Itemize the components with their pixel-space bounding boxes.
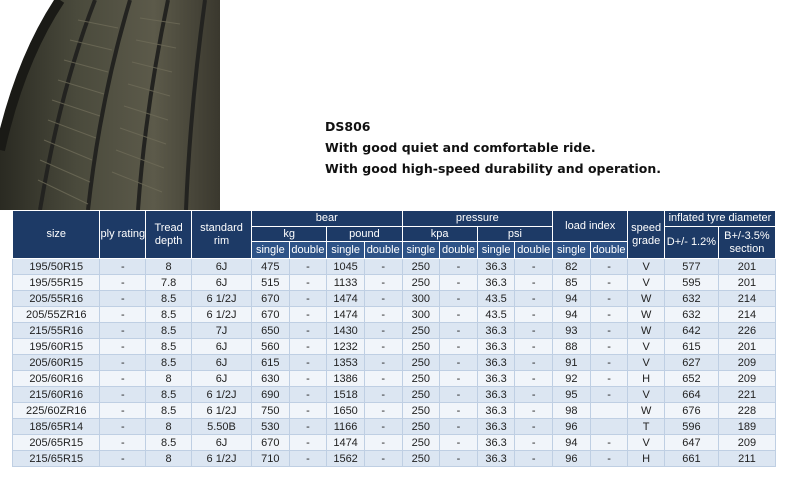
cell-psi-double: - (515, 387, 553, 403)
cell-psi-double: - (515, 355, 553, 371)
cell-kg-single: 690 (252, 387, 290, 403)
cell-speed-grade: H (628, 451, 665, 467)
cell-ply-rating: - (100, 435, 146, 451)
cell-section-width: 226 (718, 323, 775, 339)
cell-pound-single: 1474 (327, 435, 365, 451)
cell-pound-single: 1518 (327, 387, 365, 403)
header-single: single (402, 242, 440, 259)
cell-load-index-double: - (590, 291, 628, 307)
cell-section-width: 214 (718, 291, 775, 307)
cell-speed-grade: V (628, 339, 665, 355)
cell-tread-depth: 8 (146, 259, 192, 275)
cell-psi-double: - (515, 403, 553, 419)
table-row (13, 339, 776, 355)
cell-section-width: 209 (718, 371, 775, 387)
cell-load-index-double: - (590, 275, 628, 291)
cell-load-index-single: 98 (553, 403, 591, 419)
cell-ply-rating: - (100, 451, 146, 467)
cell-speed-grade: W (628, 403, 665, 419)
cell-psi-double: - (515, 275, 553, 291)
cell-kg-single: 710 (252, 451, 290, 467)
cell-kpa-double: - (440, 339, 478, 355)
cell-pound-single: 1045 (327, 259, 365, 275)
cell-diameter: 632 (664, 291, 718, 307)
cell-ply-rating: - (100, 355, 146, 371)
cell-pound-double: - (364, 291, 402, 307)
tyre-spec-table (12, 210, 776, 467)
cell-load-index-double: - (590, 435, 628, 451)
header-double: double (590, 242, 628, 259)
cell-load-index-single: 95 (553, 387, 591, 403)
cell-standard-rim: 6J (192, 371, 252, 387)
header-tread-depth: Tread depth (146, 211, 192, 259)
cell-psi-double: - (515, 291, 553, 307)
cell-kg-double: - (289, 323, 327, 339)
cell-kpa-single: 300 (402, 307, 440, 323)
header-double: double (440, 242, 478, 259)
header-double: double (515, 242, 553, 259)
cell-pound-single: 1353 (327, 355, 365, 371)
cell-load-index-double (590, 403, 628, 419)
header-single: single (477, 242, 515, 259)
cell-kpa-single: 250 (402, 323, 440, 339)
cell-pound-single: 1232 (327, 339, 365, 355)
cell-size: 195/50R15 (13, 259, 100, 275)
table-row (13, 355, 776, 371)
cell-diameter: 642 (664, 323, 718, 339)
table-row (13, 403, 776, 419)
cell-size: 185/65R14 (13, 419, 100, 435)
header-pound: pound (327, 227, 402, 242)
cell-section-width: 201 (718, 275, 775, 291)
cell-section-width: 201 (718, 339, 775, 355)
cell-psi-single: 36.3 (477, 387, 515, 403)
header-single: single (252, 242, 290, 259)
cell-load-index-single: 92 (553, 371, 591, 387)
table-row (13, 275, 776, 291)
cell-pound-double: - (364, 307, 402, 323)
cell-kpa-single: 250 (402, 259, 440, 275)
header-d-tolerance: D+/- 1.2% (664, 227, 718, 259)
header-kpa: kpa (402, 227, 477, 242)
cell-speed-grade: V (628, 355, 665, 371)
cell-kg-single: 750 (252, 403, 290, 419)
cell-psi-double: - (515, 451, 553, 467)
cell-load-index-double (590, 419, 628, 435)
cell-kpa-single: 250 (402, 419, 440, 435)
cell-pound-single: 1166 (327, 419, 365, 435)
header-single: single (327, 242, 365, 259)
cell-load-index-double: - (590, 451, 628, 467)
cell-psi-double: - (515, 435, 553, 451)
cell-standard-rim: 6J (192, 259, 252, 275)
table-row (13, 259, 776, 275)
feature-line: With good quiet and comfortable ride. (325, 140, 596, 155)
header-pressure: pressure (402, 211, 553, 227)
cell-kg-double: - (289, 339, 327, 355)
cell-tread-depth: 8.5 (146, 323, 192, 339)
cell-speed-grade: V (628, 435, 665, 451)
cell-kg-double: - (289, 435, 327, 451)
cell-diameter: 647 (664, 435, 718, 451)
cell-diameter: 595 (664, 275, 718, 291)
cell-kg-double: - (289, 307, 327, 323)
cell-kpa-double: - (440, 451, 478, 467)
cell-kg-double: - (289, 291, 327, 307)
cell-ply-rating: - (100, 259, 146, 275)
cell-kpa-single: 250 (402, 371, 440, 387)
cell-kg-single: 530 (252, 419, 290, 435)
cell-psi-single: 36.3 (477, 403, 515, 419)
cell-speed-grade: T (628, 419, 665, 435)
cell-kpa-double: - (440, 403, 478, 419)
cell-section-width: 228 (718, 403, 775, 419)
table-row (13, 435, 776, 451)
cell-load-index-single: 94 (553, 291, 591, 307)
cell-pound-single: 1650 (327, 403, 365, 419)
cell-load-index-single: 82 (553, 259, 591, 275)
cell-standard-rim: 5.50B (192, 419, 252, 435)
cell-pound-double: - (364, 403, 402, 419)
cell-ply-rating: - (100, 419, 146, 435)
cell-diameter: 627 (664, 355, 718, 371)
cell-kpa-single: 250 (402, 435, 440, 451)
cell-psi-single: 36.3 (477, 355, 515, 371)
cell-pound-single: 1386 (327, 371, 365, 387)
cell-kg-double: - (289, 371, 327, 387)
table-body (13, 259, 776, 467)
table-row (13, 291, 776, 307)
cell-size: 225/60ZR16 (13, 403, 100, 419)
cell-kg-single: 615 (252, 355, 290, 371)
cell-tread-depth: 8.5 (146, 387, 192, 403)
cell-speed-grade: H (628, 371, 665, 387)
cell-ply-rating: - (100, 307, 146, 323)
cell-psi-single: 43.5 (477, 307, 515, 323)
cell-pound-double: - (364, 371, 402, 387)
cell-kg-single: 515 (252, 275, 290, 291)
model-name: DS806 (325, 119, 371, 134)
cell-kg-single: 630 (252, 371, 290, 387)
cell-tread-depth: 8 (146, 371, 192, 387)
cell-size: 215/60R16 (13, 387, 100, 403)
cell-ply-rating: - (100, 371, 146, 387)
table-row (13, 307, 776, 323)
cell-kg-double: - (289, 451, 327, 467)
cell-pound-single: 1430 (327, 323, 365, 339)
cell-load-index-single: 94 (553, 307, 591, 323)
cell-kpa-double: - (440, 323, 478, 339)
cell-speed-grade: V (628, 275, 665, 291)
table-row (13, 451, 776, 467)
product-description (325, 116, 661, 179)
cell-ply-rating: - (100, 275, 146, 291)
cell-standard-rim: 6 1/2J (192, 307, 252, 323)
cell-psi-single: 43.5 (477, 291, 515, 307)
cell-pound-double: - (364, 275, 402, 291)
cell-pound-single: 1474 (327, 291, 365, 307)
cell-tread-depth: 8.5 (146, 403, 192, 419)
cell-ply-rating: - (100, 339, 146, 355)
feature-line: With good high-speed durability and operation. (325, 161, 662, 176)
cell-tread-depth: 8 (146, 419, 192, 435)
cell-pound-double: - (364, 387, 402, 403)
table-row (13, 387, 776, 403)
cell-kpa-single: 300 (402, 291, 440, 307)
cell-section-width: 221 (718, 387, 775, 403)
cell-kg-double: - (289, 259, 327, 275)
cell-kpa-single: 250 (402, 275, 440, 291)
cell-load-index-single: 91 (553, 355, 591, 371)
cell-size: 205/60R16 (13, 371, 100, 387)
cell-kpa-double: - (440, 307, 478, 323)
cell-kpa-single: 250 (402, 339, 440, 355)
cell-psi-single: 36.3 (477, 451, 515, 467)
cell-standard-rim: 6 1/2J (192, 387, 252, 403)
cell-standard-rim: 6J (192, 435, 252, 451)
cell-size: 215/65R15 (13, 451, 100, 467)
cell-size: 195/60R15 (13, 339, 100, 355)
cell-ply-rating: - (100, 387, 146, 403)
table-row (13, 323, 776, 339)
cell-kg-single: 670 (252, 307, 290, 323)
header-standard-rim: standard rim (192, 211, 252, 259)
cell-load-index-double: - (590, 259, 628, 275)
cell-kpa-double: - (440, 291, 478, 307)
cell-load-index-single: 93 (553, 323, 591, 339)
cell-tread-depth: 8.5 (146, 307, 192, 323)
cell-section-width: 209 (718, 355, 775, 371)
cell-speed-grade: V (628, 387, 665, 403)
cell-kpa-double: - (440, 275, 478, 291)
cell-pound-single: 1474 (327, 307, 365, 323)
cell-load-index-single: 94 (553, 435, 591, 451)
cell-kg-single: 670 (252, 435, 290, 451)
cell-kg-double: - (289, 419, 327, 435)
cell-kpa-double: - (440, 259, 478, 275)
cell-kg-double: - (289, 275, 327, 291)
cell-psi-double: - (515, 371, 553, 387)
cell-size: 205/65R15 (13, 435, 100, 451)
cell-standard-rim: 6 1/2J (192, 291, 252, 307)
cell-size: 205/60R15 (13, 355, 100, 371)
cell-load-index-double: - (590, 355, 628, 371)
cell-psi-single: 36.3 (477, 435, 515, 451)
cell-psi-double: - (515, 419, 553, 435)
cell-kpa-single: 250 (402, 403, 440, 419)
cell-psi-double: - (515, 307, 553, 323)
cell-load-index-single: 96 (553, 419, 591, 435)
cell-standard-rim: 7J (192, 323, 252, 339)
header-b-tolerance: B+/-3.5% section (718, 227, 775, 259)
table-row (13, 419, 776, 435)
cell-pound-double: - (364, 435, 402, 451)
cell-diameter: 652 (664, 371, 718, 387)
cell-ply-rating: - (100, 323, 146, 339)
cell-pound-double: - (364, 451, 402, 467)
tyre-tread-image (0, 0, 220, 210)
cell-psi-single: 36.3 (477, 323, 515, 339)
cell-kpa-double: - (440, 355, 478, 371)
header-single: single (553, 242, 591, 259)
cell-psi-single: 36.3 (477, 371, 515, 387)
cell-kg-single: 475 (252, 259, 290, 275)
cell-standard-rim: 6J (192, 275, 252, 291)
header-load-index: load index (553, 211, 628, 242)
cell-kpa-double: - (440, 419, 478, 435)
cell-section-width: 201 (718, 259, 775, 275)
cell-diameter: 596 (664, 419, 718, 435)
cell-kg-double: - (289, 387, 327, 403)
cell-psi-double: - (515, 323, 553, 339)
cell-tread-depth: 8.5 (146, 339, 192, 355)
cell-pound-single: 1133 (327, 275, 365, 291)
cell-diameter: 577 (664, 259, 718, 275)
header-psi: psi (477, 227, 552, 242)
cell-kpa-single: 250 (402, 355, 440, 371)
cell-kg-double: - (289, 355, 327, 371)
cell-diameter: 661 (664, 451, 718, 467)
cell-standard-rim: 6 1/2J (192, 451, 252, 467)
header-ply-rating: ply rating (100, 211, 146, 259)
cell-kg-single: 670 (252, 291, 290, 307)
cell-section-width: 209 (718, 435, 775, 451)
cell-ply-rating: - (100, 403, 146, 419)
cell-section-width: 214 (718, 307, 775, 323)
cell-kpa-double: - (440, 435, 478, 451)
header-kg: kg (252, 227, 327, 242)
header-bear: bear (252, 211, 403, 227)
cell-kpa-double: - (440, 371, 478, 387)
cell-pound-double: - (364, 355, 402, 371)
cell-psi-double: - (515, 259, 553, 275)
cell-psi-single: 36.3 (477, 339, 515, 355)
cell-tread-depth: 8.5 (146, 355, 192, 371)
cell-speed-grade: V (628, 259, 665, 275)
cell-psi-single: 36.3 (477, 419, 515, 435)
cell-psi-double: - (515, 339, 553, 355)
cell-speed-grade: W (628, 323, 665, 339)
cell-diameter: 615 (664, 339, 718, 355)
cell-diameter: 632 (664, 307, 718, 323)
cell-tread-depth: 8.5 (146, 291, 192, 307)
cell-diameter: 664 (664, 387, 718, 403)
cell-pound-single: 1562 (327, 451, 365, 467)
cell-size: 195/55R15 (13, 275, 100, 291)
cell-psi-single: 36.3 (477, 259, 515, 275)
cell-kg-double: - (289, 403, 327, 419)
table-row (13, 371, 776, 387)
cell-kg-single: 560 (252, 339, 290, 355)
cell-load-index-single: 85 (553, 275, 591, 291)
cell-diameter: 676 (664, 403, 718, 419)
cell-pound-double: - (364, 419, 402, 435)
cell-kpa-single: 250 (402, 387, 440, 403)
cell-standard-rim: 6J (192, 339, 252, 355)
cell-pound-double: - (364, 259, 402, 275)
cell-tread-depth: 8 (146, 451, 192, 467)
cell-psi-single: 36.3 (477, 275, 515, 291)
header-double: double (289, 242, 327, 259)
cell-tread-depth: 8.5 (146, 435, 192, 451)
cell-load-index-double: - (590, 307, 628, 323)
cell-load-index-single: 88 (553, 339, 591, 355)
cell-load-index-double: - (590, 387, 628, 403)
cell-kpa-single: 250 (402, 451, 440, 467)
header-double: double (364, 242, 402, 259)
cell-speed-grade: W (628, 291, 665, 307)
cell-standard-rim: 6J (192, 355, 252, 371)
cell-section-width: 189 (718, 419, 775, 435)
cell-pound-double: - (364, 339, 402, 355)
cell-load-index-single: 96 (553, 451, 591, 467)
header-size: size (13, 211, 100, 259)
cell-load-index-double: - (590, 371, 628, 387)
cell-load-index-double: - (590, 339, 628, 355)
cell-kg-single: 650 (252, 323, 290, 339)
cell-section-width: 211 (718, 451, 775, 467)
cell-pound-double: - (364, 323, 402, 339)
cell-size: 215/55R16 (13, 323, 100, 339)
header-speed-grade: speed grade (628, 211, 665, 259)
cell-load-index-double: - (590, 323, 628, 339)
cell-tread-depth: 7.8 (146, 275, 192, 291)
cell-size: 205/55ZR16 (13, 307, 100, 323)
cell-standard-rim: 6 1/2J (192, 403, 252, 419)
cell-size: 205/55R16 (13, 291, 100, 307)
cell-speed-grade: W (628, 307, 665, 323)
cell-kpa-double: - (440, 387, 478, 403)
cell-ply-rating: - (100, 291, 146, 307)
header-inflated-diameter: inflated tyre diameter (664, 211, 775, 227)
